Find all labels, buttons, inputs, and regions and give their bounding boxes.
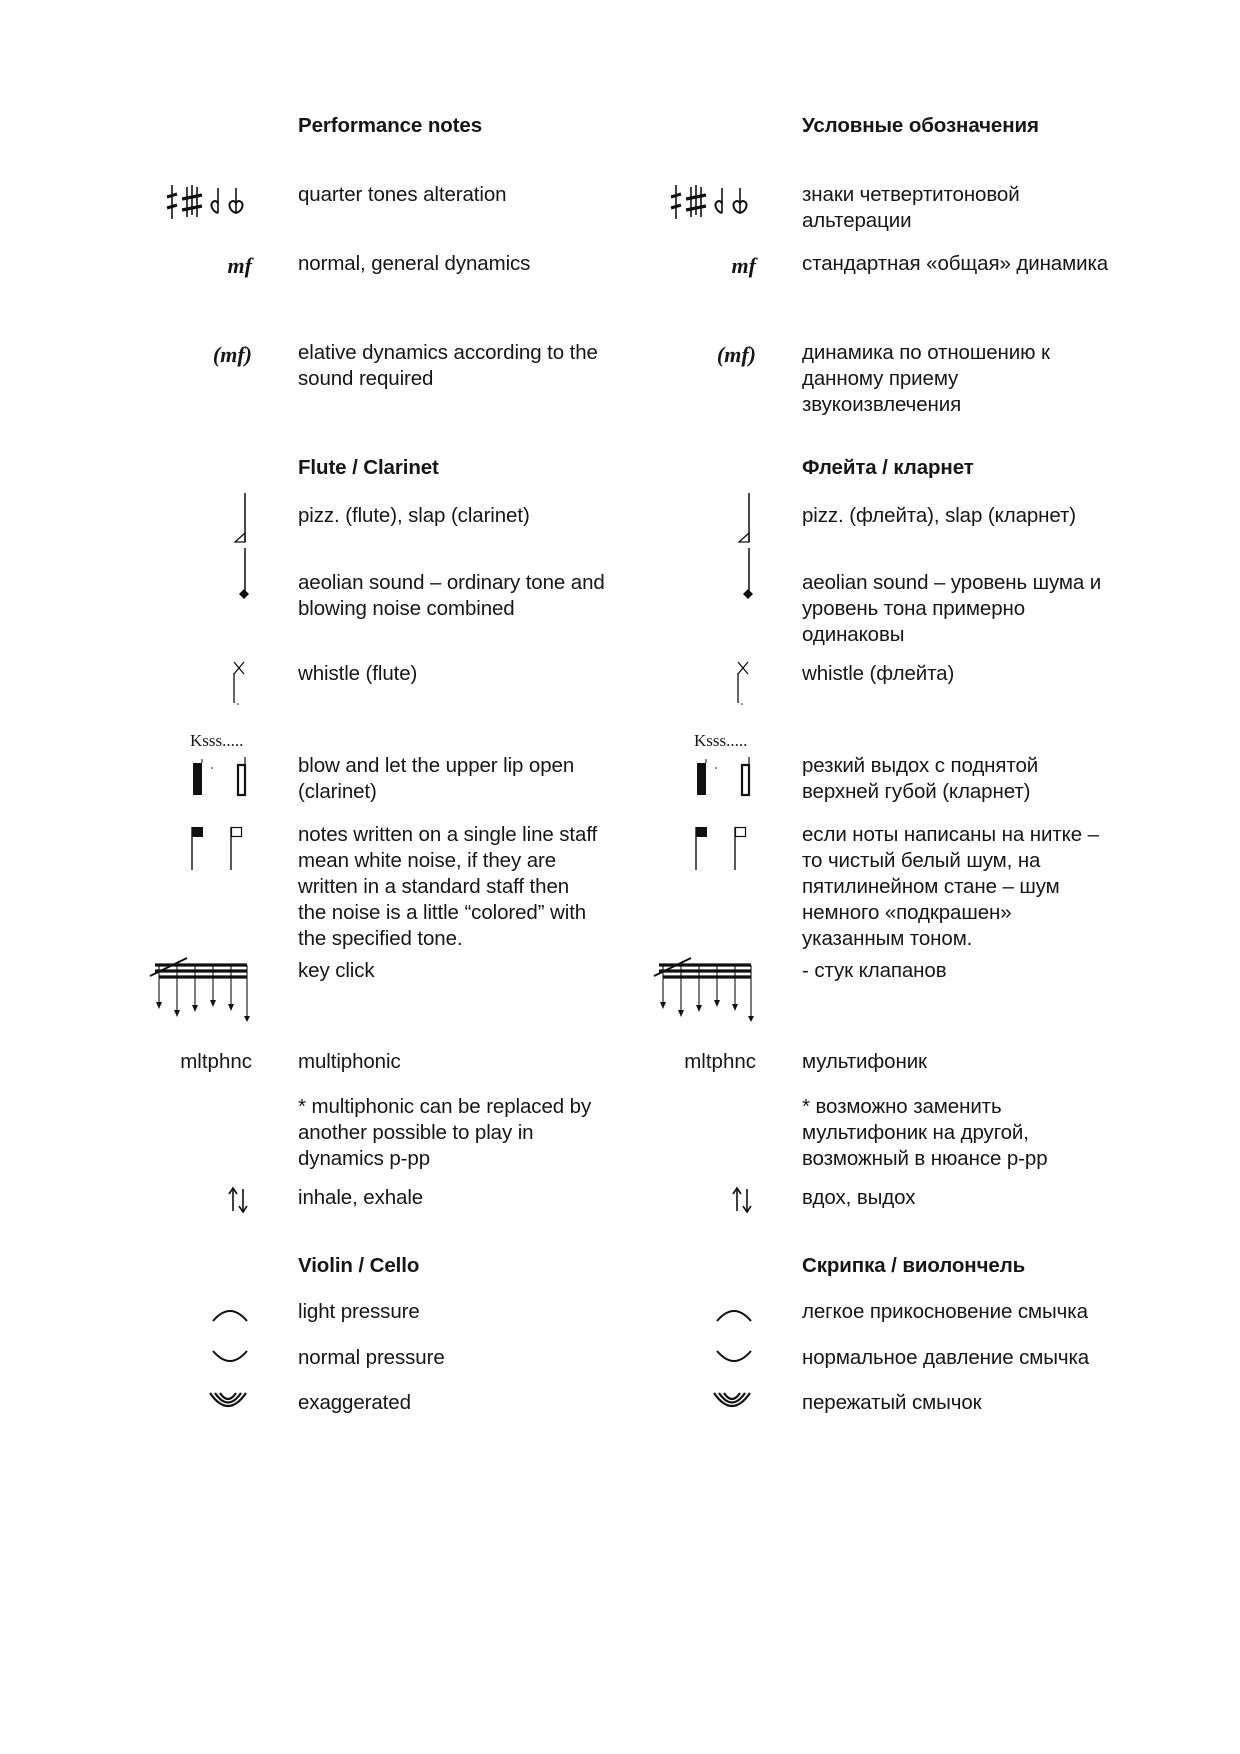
pizz-text-ru: pizz. (флейта), slap (кларнет) [802, 504, 1077, 527]
page-title: Performance notes [298, 114, 483, 137]
exaggerated-text: exaggerated [298, 1391, 411, 1414]
aeolian-note-icon [0, 570, 252, 650]
normal-dynamics-text: normal, general dynamics [298, 252, 531, 275]
row-quarter-tones-ru [504, 182, 1124, 238]
light-pressure-arc-icon [0, 1299, 252, 1329]
whistle-text: whistle (flute) [298, 662, 418, 685]
quarter-tones-text-ru: знаки четвертитоновой альтерации [802, 183, 1020, 232]
row-relative-dynamics-ru [504, 340, 1124, 420]
pizz-note-icon [0, 503, 252, 543]
noise-flag-notes-icon [0, 822, 252, 938]
dynamic-mf: mf [731, 253, 756, 278]
violin-cello-heading-ru: Скрипка / виолончель [802, 1254, 1026, 1277]
inhale-exhale-text: inhale, exhale [298, 1186, 424, 1209]
row-aeolian-ru [504, 570, 1124, 650]
inhale-exhale-text-ru: вдох, выдох [802, 1186, 916, 1209]
quarter-tone-accidentals-icon [504, 182, 756, 238]
normal-dynamics-text-ru: стандартная «общая» динамика [802, 252, 1109, 275]
multiphonic-abbreviation: mltphnc [684, 1050, 756, 1073]
normal-pressure-text-ru: нормальное давление смычка [802, 1346, 1090, 1369]
exaggerated-pressure-arc-icon [0, 1390, 252, 1420]
exaggerated-pressure-arc-icon [504, 1390, 756, 1420]
multiphonic-text: multiphonic [298, 1050, 401, 1073]
multiphonic-note-text: * multiphonic can be replaced by another possible to play in dynamics p-pp [298, 1095, 592, 1170]
light-pressure-text-ru: легкое прикосновение смычка [802, 1300, 1088, 1323]
multiphonic-abbreviation: mltphnc [180, 1050, 252, 1073]
row-normal-pressure-ru [504, 1345, 1124, 1375]
dynamic-mf-relative: (mf) [212, 342, 252, 367]
aeolian-text-ru: aeolian sound – уровень шума и уровень тона примерно одинаковы [802, 571, 1102, 646]
key-click-text-ru: - стук клапанов [802, 959, 947, 982]
single-line-staff-text: notes written on a single line staff mean white noise, if they are written in a standard staff then the noise is a little “colored” with the specified tone. [298, 823, 598, 950]
row-single-line-staff-ru [504, 822, 1124, 950]
dynamic-mf: mf [227, 253, 252, 278]
light-pressure-text: light pressure [298, 1300, 420, 1323]
blow-notes-icon [504, 731, 756, 809]
row-multiphonic-ru [504, 1049, 1124, 1079]
noise-flag-notes-icon [504, 822, 756, 938]
whistle-text-ru: whistle (флейта) [802, 662, 955, 685]
key-click-text: key click [298, 959, 375, 982]
exaggerated-text-ru: пережатый смычок [802, 1391, 982, 1414]
section-performance-notes-ru [504, 113, 1124, 143]
section-flute-clarinet-ru [504, 455, 1124, 485]
russian-column [504, 0, 1124, 1754]
pizz-text: pizz. (flute), slap (clarinet) [298, 504, 530, 527]
single-line-staff-text-ru: если ноты написаны на нитке – то чистый белый шум, на пятилинейном стане – шум немного «подкрашен» указанным тоном. [802, 823, 1099, 950]
flute-clarinet-heading: Flute / Clarinet [298, 456, 439, 479]
blow-notes-icon [0, 731, 252, 809]
row-multiphonic-note-ru [504, 1094, 1124, 1174]
quarter-tones-text: quarter tones alteration [298, 183, 507, 206]
flute-clarinet-heading-ru: Флейта / кларнет [802, 456, 974, 479]
row-whistle-ru [504, 661, 1124, 711]
normal-pressure-text: normal pressure [298, 1346, 445, 1369]
blow-text-ru: резкий выдох с поднятой верхней губой (кларнет) [802, 754, 1039, 803]
row-exaggerated-ru [504, 1390, 1124, 1420]
whistle-note-icon [504, 661, 756, 711]
normal-pressure-arc-icon [0, 1345, 252, 1375]
row-pizz-ru [504, 503, 1124, 543]
normal-pressure-arc-icon [504, 1345, 756, 1375]
key-click-icon [504, 958, 756, 1018]
multiphonic-text-ru: мультифоник [802, 1050, 927, 1073]
row-light-pressure-ru [504, 1299, 1124, 1329]
row-key-click-ru [504, 958, 1124, 1018]
multiphonic-note-text-ru: * возможно заменить мультифоник на другой, возможный в нюансе p-pp [802, 1095, 1048, 1170]
key-click-icon [0, 958, 252, 1018]
dynamic-mf-relative: (mf) [716, 342, 756, 367]
blow-text: blow and let the upper lip open (clarinet) [298, 754, 575, 803]
relative-dynamics-text: elative dynamics according to the sound required [298, 341, 598, 390]
light-pressure-arc-icon [504, 1299, 756, 1329]
ksss-label: Ksss..... [190, 731, 244, 750]
row-normal-dynamics-ru [504, 251, 1124, 281]
relative-dynamics-text-ru: динамика по отношению к данному приему звукоизвлечения [802, 341, 1050, 416]
page-title-ru: Условные обозначения [802, 114, 1039, 137]
violin-cello-heading: Violin / Cello [298, 1254, 420, 1277]
ksss-label: Ksss..... [694, 731, 748, 750]
whistle-note-icon [0, 661, 252, 711]
row-blow-ru [504, 731, 1124, 809]
pizz-note-icon [504, 503, 756, 543]
inhale-exhale-arrows-icon [0, 1185, 252, 1215]
section-violin-cello-ru [504, 1253, 1124, 1283]
aeolian-text: aeolian sound – ordinary tone and blowing noise combined [298, 571, 605, 620]
row-inhale-exhale-ru [504, 1185, 1124, 1215]
aeolian-note-icon [504, 570, 756, 650]
quarter-tone-accidentals-icon [0, 182, 252, 238]
inhale-exhale-arrows-icon [504, 1185, 756, 1215]
